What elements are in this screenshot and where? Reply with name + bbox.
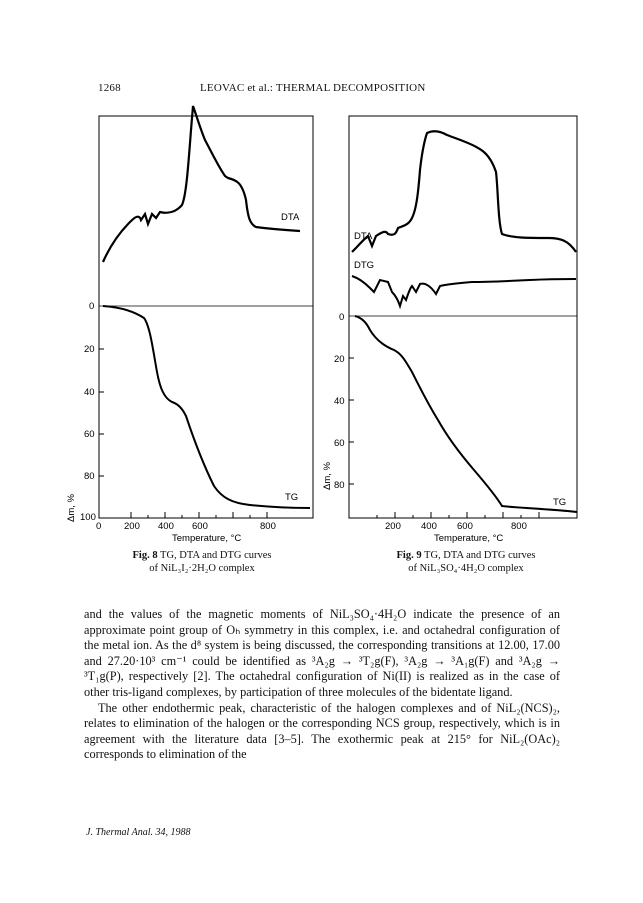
fig8-caption-label: Fig. 8 bbox=[132, 550, 158, 561]
fig9-tg-curve bbox=[355, 316, 577, 512]
fig9-caption-label: Fig. 9 bbox=[396, 550, 422, 561]
fig8-x-ticks bbox=[131, 512, 267, 518]
fig8-text bbox=[66, 212, 300, 544]
fig9-tg-label: TG bbox=[553, 497, 567, 508]
fig8-xtick-400: 400 bbox=[158, 521, 174, 532]
fig8-tg-curve bbox=[103, 306, 310, 508]
fig9-x-ticks bbox=[377, 512, 539, 518]
fig9-y-axis-label: Δm, % bbox=[322, 462, 333, 490]
fig8-ytick-100: 100 bbox=[80, 512, 96, 523]
fig8-ytick-80: 80 bbox=[84, 471, 95, 482]
running-title: LEOVAC et al.: THERMAL DECOMPOSITION bbox=[200, 82, 426, 94]
fig9-ytick-20: 20 bbox=[334, 354, 345, 365]
fig9-y-ticks bbox=[349, 358, 354, 484]
fig8-tg-label: TG bbox=[285, 492, 299, 503]
fig8-frame bbox=[99, 116, 313, 518]
body-text bbox=[84, 607, 560, 763]
fig9-dta-label: DTA bbox=[354, 231, 373, 242]
fig9-ytick-40: 40 bbox=[334, 396, 345, 407]
fig9-plot bbox=[349, 116, 577, 518]
fig8-ytick-0: 0 bbox=[89, 301, 95, 312]
fig9-ytick-0: 0 bbox=[339, 312, 345, 323]
fig9-dtg-label: DTG bbox=[354, 260, 375, 271]
fig8-xtick-200: 200 bbox=[124, 521, 140, 532]
fig9-ytick-60: 60 bbox=[334, 438, 345, 449]
fig9-xtick-400: 400 bbox=[421, 521, 437, 532]
body-paragraph-1: and the values of the magnetic moments of NiL₃SO₄·4H₂O indicate the presence of an approximate point group of Oₕ symmetry in this complex, i.e. and octahedral configuration of the metal ion. As the d⁸ system is being discussed, the corresponding transitions at 12.00, 17.00 and 27.20·10³ cm⁻¹ could be identified as ³A₂g → ³T₂g(F), ³A₂g → ³A₁g(F) and ³A₂g → ³T₁g(P), respectively [2]. The octahedral configuration of Ni(II) is realized as in the case of other tris-ligand complexes, by participation of three molecules of the bidentate ligand. bbox=[84, 607, 560, 699]
fig8-caption-line2: of NiL₃I₂·2H₂O complex bbox=[149, 563, 255, 574]
fig8-xtick-0: 0 bbox=[96, 521, 102, 532]
fig8-caption bbox=[112, 549, 292, 575]
fig9-xtick-600: 600 bbox=[457, 521, 473, 532]
fig8-y-ticks bbox=[99, 349, 104, 476]
fig9-x-axis-label: Temperature, °C bbox=[434, 533, 504, 544]
fig9-dta-curve bbox=[352, 131, 576, 252]
fig8-ytick-60: 60 bbox=[84, 429, 95, 440]
fig8-caption-line1: TG, DTA and DTG curves bbox=[160, 550, 272, 561]
fig8-xtick-800: 800 bbox=[260, 521, 276, 532]
fig9-xtick-200: 200 bbox=[385, 521, 401, 532]
fig9-xtick-800: 800 bbox=[511, 521, 527, 532]
fig8-xtick-600: 600 bbox=[192, 521, 208, 532]
fig8-dta-curve bbox=[103, 106, 300, 262]
fig8-ytick-40: 40 bbox=[84, 387, 95, 398]
fig9-ytick-80: 80 bbox=[334, 480, 345, 491]
fig8-y-axis-label: Δm, % bbox=[66, 494, 77, 522]
fig8-x-axis-label: Temperature, °C bbox=[172, 533, 242, 544]
page-number: 1268 bbox=[98, 82, 121, 94]
fig9-caption-line2: of NiL₃SO₄·4H₂O complex bbox=[408, 563, 524, 574]
fig9-caption-line1: TG, DTA and DTG curves bbox=[424, 550, 536, 561]
fig8-dta-label: DTA bbox=[281, 212, 300, 223]
fig8-plot bbox=[99, 106, 313, 518]
journal-footer: J. Thermal Anal. 34, 1988 bbox=[86, 827, 191, 838]
body-paragraph-2: The other endothermic peak, characteristic of the halogen complexes and of NiL₂(NCS)₂, relates to elimination of the halogen or the corresponding NCS group, respectively, which is in agreement with the literature data [3–5]. The exothermic peak at 215° for NiL₂(OAc)₂ corresponds to elimination of the bbox=[84, 700, 560, 762]
fig9-caption bbox=[376, 549, 556, 575]
fig9-dtg-curve bbox=[352, 276, 576, 306]
fig8-ytick-20: 20 bbox=[84, 344, 95, 355]
